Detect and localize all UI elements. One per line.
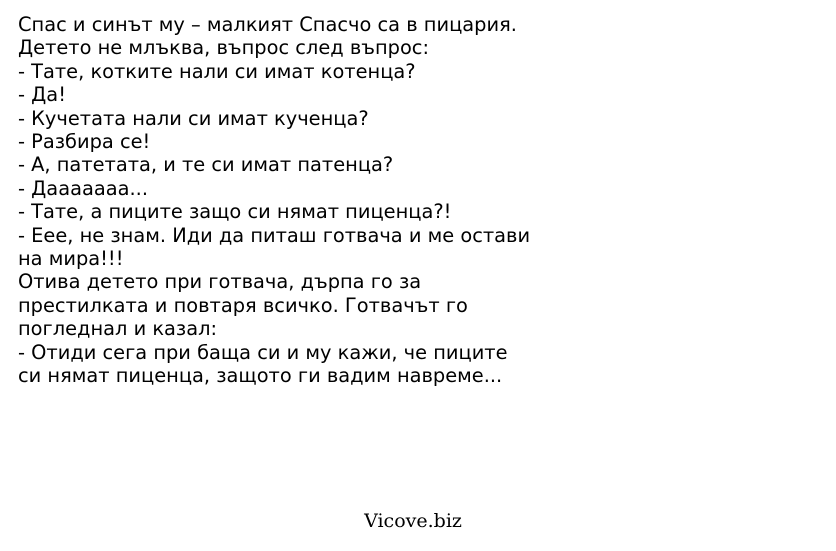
joke-line: Спас и синът му – малкият Спасчо са в пицария.	[18, 13, 517, 36]
joke-line: - Тате, котките нали си имат котенца?	[18, 59, 416, 83]
joke-line: на мира!!!	[18, 247, 124, 271]
joke-line: погледнал и казал:	[18, 317, 218, 341]
joke-line: - Кучетата нали си имат кученца?	[18, 106, 369, 130]
joke-line: Детето не млъква, въпрос след въпрос:	[18, 36, 429, 60]
site-watermark: Vicove.biz	[364, 510, 462, 532]
joke-line: престилката и повтаря всичко. Готвачът го	[18, 293, 468, 317]
joke-line: - Разбира се!	[18, 130, 151, 154]
joke-text	[18, 13, 818, 388]
joke-line: - Да!	[18, 83, 66, 107]
joke-line: си нямат пиценца, защото ги вадим навреме...	[18, 364, 503, 388]
joke-line: - Отиди сега при баща си и му кажи, че пиците	[18, 340, 508, 364]
joke-line: - Еее, не знам. Иди да питаш готвача и ме остави	[18, 223, 531, 247]
joke-line: - А, патетата, и те си имат патенца?	[18, 153, 394, 177]
joke-line: - Дааааааа...	[18, 176, 148, 200]
joke-line: Отива детето при готвача, дърпа го за	[18, 270, 422, 294]
joke-line: - Тате, а пиците защо си нямат пиценца?!	[18, 200, 452, 224]
